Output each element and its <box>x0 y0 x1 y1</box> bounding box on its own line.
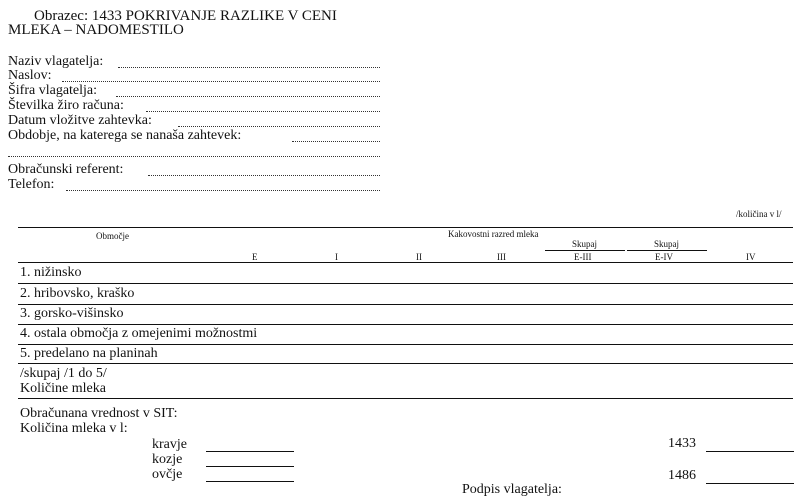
code-1486-input[interactable] <box>706 483 794 484</box>
column-header-e: E <box>252 252 258 262</box>
form-title-line-2: MLEKA – NADOMESTILO <box>8 22 184 38</box>
table-header-rule <box>18 262 793 263</box>
row-rule-5 <box>18 363 793 364</box>
field-label-applicant-name: Naziv vlagatelja: <box>8 54 104 69</box>
milk-type-cow-input[interactable] <box>206 451 294 452</box>
field-label-period: Obdobje, na katerega se nanaša zahtevek: <box>8 128 242 143</box>
field-label-account-number: Številka žiro računa: <box>8 98 124 113</box>
column-header-iii: III <box>497 252 506 262</box>
code-1433: 1433 <box>668 436 696 451</box>
field-input-period-continued[interactable] <box>8 146 380 157</box>
milk-quantity-label: Količina mleka v l: <box>20 421 128 436</box>
skupaj-underline-1 <box>545 250 625 251</box>
table-row-total-quantity: Količine mleka <box>20 381 106 396</box>
table-row-mountain: 3. gorsko-višinsko <box>20 306 124 321</box>
milk-type-sheep-input[interactable] <box>206 481 294 482</box>
table-row-other-areas: 4. ostala območja z omejenimi možnostmi <box>20 326 258 341</box>
field-input-applicant-code[interactable] <box>116 86 380 97</box>
row-rule-1 <box>18 283 793 284</box>
column-header-i: I <box>335 252 338 262</box>
column-header-e-iii: E-III <box>574 252 592 262</box>
field-input-account-number[interactable] <box>146 101 380 112</box>
calculated-value-label: Obračunana vrednost v SIT: <box>20 406 178 421</box>
form-title-line-1: Obrazec: 1433 POKRIVANJE RAZLIKE V CENI <box>34 8 337 24</box>
column-header-e-iv: E-IV <box>655 252 673 262</box>
skupaj-header-1: Skupaj <box>572 239 598 249</box>
table-row-alpine: 5. predelano na planinah <box>20 346 158 361</box>
skupaj-underline-2 <box>627 250 707 251</box>
field-input-address[interactable] <box>62 71 380 82</box>
field-label-submission-date: Datum vložitve zahtevka: <box>8 113 152 128</box>
field-input-referent[interactable] <box>148 165 380 176</box>
milk-type-goat-input[interactable] <box>206 466 294 467</box>
unit-note: /količina v l/ <box>736 209 782 219</box>
table-row-hilly: 2. hribovsko, kraško <box>20 286 135 301</box>
field-label-phone: Telefon: <box>8 177 55 192</box>
field-input-phone[interactable] <box>66 180 380 191</box>
table-row-total: /skupaj /1 do 5/ <box>20 366 107 381</box>
skupaj-header-2: Skupaj <box>654 239 680 249</box>
field-label-applicant-code: Šifra vlagatelja: <box>8 83 98 98</box>
field-label-address: Naslov: <box>8 68 52 83</box>
column-header-iv: IV <box>746 252 756 262</box>
field-label-referent: Obračunski referent: <box>8 162 124 177</box>
row-rule-2 <box>18 304 793 305</box>
row-rule-4 <box>18 344 793 345</box>
code-1486: 1486 <box>668 468 696 483</box>
milk-type-goat-label: kozje <box>152 452 183 467</box>
table-top-rule <box>18 227 793 228</box>
column-header-ii: II <box>416 252 422 262</box>
code-1433-input[interactable] <box>706 451 794 452</box>
table-row-lowland: 1. nižinsko <box>20 265 82 280</box>
field-input-period[interactable] <box>292 131 380 142</box>
signature-label: Podpis vlagatelja: <box>462 482 562 497</box>
row-rule-3 <box>18 324 793 325</box>
quality-class-header: Kakovostni razred mleka <box>448 229 539 239</box>
milk-type-sheep-label: ovčje <box>152 467 183 482</box>
area-column-header: Območje <box>96 231 129 241</box>
milk-type-cow-label: kravje <box>152 437 187 452</box>
field-input-submission-date[interactable] <box>178 116 380 127</box>
field-input-applicant-name[interactable] <box>118 57 380 68</box>
table-bottom-rule <box>18 398 793 399</box>
